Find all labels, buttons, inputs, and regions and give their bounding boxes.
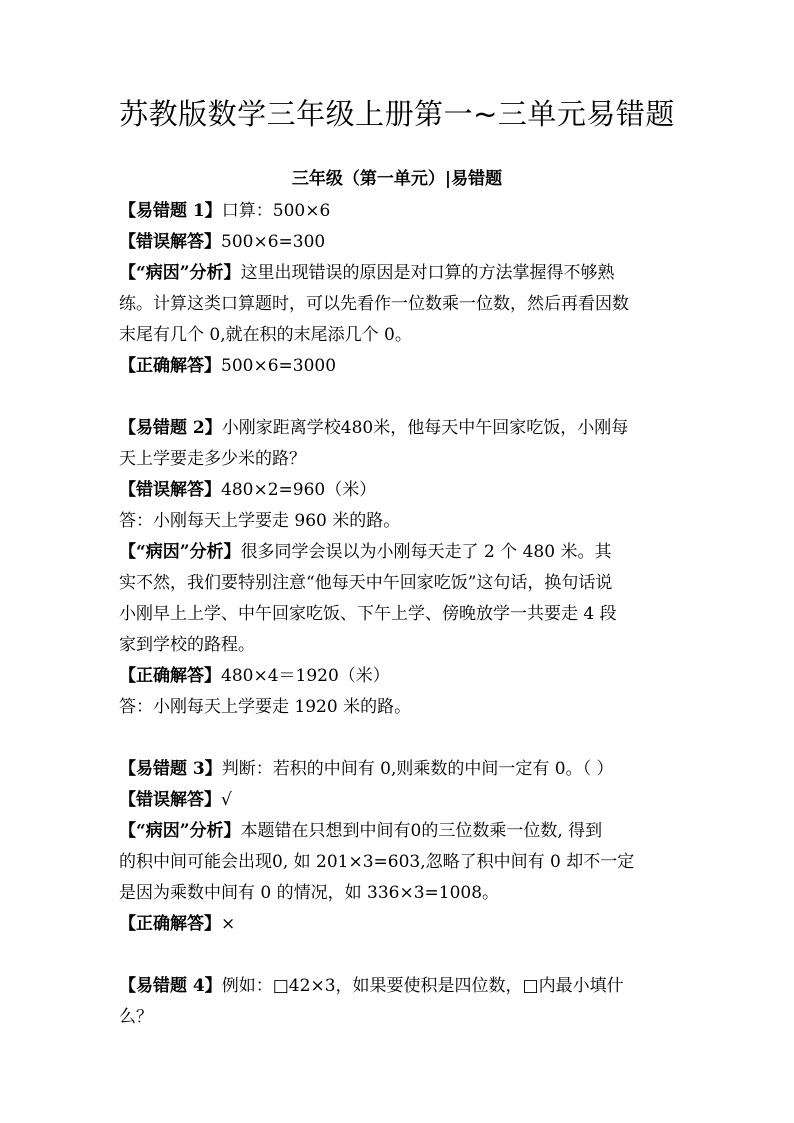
- q3-analysis-line2: 的积中间可能会出现0, 如 201×3=603,忽略了积中间有 0 却不一定: [119, 852, 635, 872]
- q3-wrong-label: 【错误解答】: [119, 790, 221, 810]
- spacer: [119, 382, 681, 413]
- q2-wrong-answer: 答：小刚每天上学要走 960 米的路。: [119, 511, 401, 531]
- q3-analysis-label: 【“病因”分析】: [119, 821, 241, 841]
- q4-question-line2: 么？: [119, 1007, 153, 1027]
- q2-text1: 小刚家距离学校480米，他每天中午回家吃饭，小刚每: [221, 418, 629, 438]
- q1-text: 口算：500×6: [221, 201, 331, 221]
- q2-correct-label: 【正确解答】: [119, 666, 221, 686]
- q4-label: 【易错题 4】: [119, 976, 222, 996]
- q2-correct-answer: 答：小刚每天上学要走 1920 米的路。: [119, 697, 412, 717]
- q1-analysis-line2: 练。计算这类口算题时，可以先看作一位数乘一位数，然后再看因数: [119, 294, 629, 314]
- q2-analysis-line3: 小刚早上上学、中午回家吃饭、下午上学、傍晚放学一共要走 4 段: [119, 604, 617, 624]
- q3-analysis-line3: 是因为乘数中间有 0 的情况，如 336×3=1008。: [119, 883, 500, 903]
- q3-correct-text: ×: [221, 914, 236, 934]
- q1-wrong-label: 【错误解答】: [119, 232, 221, 252]
- q3-question: [119, 754, 681, 785]
- q2-wrong-label: 【错误解答】: [119, 480, 221, 500]
- q2-analysis-line4: 家到学校的路程。: [119, 635, 255, 655]
- q3-correct-label: 【正确解答】: [119, 914, 221, 934]
- q3-analysis-line1: [119, 816, 681, 847]
- q2-analysis-text1: 很多同学会误以为小刚每天走了 2 个 480 米。其: [240, 542, 612, 562]
- q1-correct-label: 【正确解答】: [119, 356, 221, 376]
- q3-analysis-text1: 本题错在只想到中间有0的三位数乘一位数, 得到: [240, 821, 603, 841]
- q3-label: 【易错题 3】: [119, 759, 222, 779]
- q3-correct: [119, 909, 681, 940]
- q2-correct-text: 480×4＝1920（米）: [221, 666, 390, 686]
- q1-wrong: [119, 227, 681, 258]
- q1-correct-text: 500×6=3000: [221, 356, 337, 376]
- q2-analysis-line1: [119, 537, 681, 568]
- q1-label: 【易错题 1】: [119, 201, 222, 221]
- q2-label: 【易错题 2】: [119, 418, 222, 438]
- spacer: [119, 723, 681, 754]
- q1-wrong-text: 500×6=300: [221, 232, 326, 252]
- q2-analysis-label: 【“病因”分析】: [119, 542, 241, 562]
- q1-analysis-text1: 这里出现错误的原因是对口算的方法掌握得不够熟: [240, 263, 615, 283]
- q2-analysis-line2: 实不然，我们要特别注意“他每天中午回家吃饭”这句话，换句话说: [119, 573, 613, 593]
- section-subtitle: 三年级（第一单元）|易错题: [291, 169, 503, 189]
- q3-text: 判断：若积的中间有 0,则乘数的中间一定有 0。（ ）: [221, 759, 614, 779]
- q1-question: [119, 196, 681, 227]
- q2-correct: [119, 661, 681, 692]
- q2-question-line1: [119, 413, 681, 444]
- page-title: 苏教版数学三年级上册第一~三单元易错题: [119, 97, 675, 131]
- spacer: [119, 940, 681, 971]
- q1-analysis-label: 【“病因”分析】: [119, 263, 241, 283]
- q4-text1: 例如：□42×3，如果要使积是四位数，□内最小填什: [221, 976, 624, 996]
- q1-correct: [119, 351, 681, 382]
- q2-question-line2: 天上学要走多少米的路？: [119, 449, 306, 469]
- q1-analysis-line3: 末尾有几个 0,就在积的末尾添几个 0。: [119, 325, 412, 345]
- q3-wrong-text: √: [221, 790, 232, 810]
- q4-question-line1: [119, 971, 681, 1002]
- q1-analysis-line1: [119, 258, 681, 289]
- q2-wrong-text: 480×2=960（米）: [221, 480, 377, 500]
- q2-wrong: [119, 475, 681, 506]
- content-body: [119, 196, 681, 1033]
- q3-wrong: [119, 785, 681, 816]
